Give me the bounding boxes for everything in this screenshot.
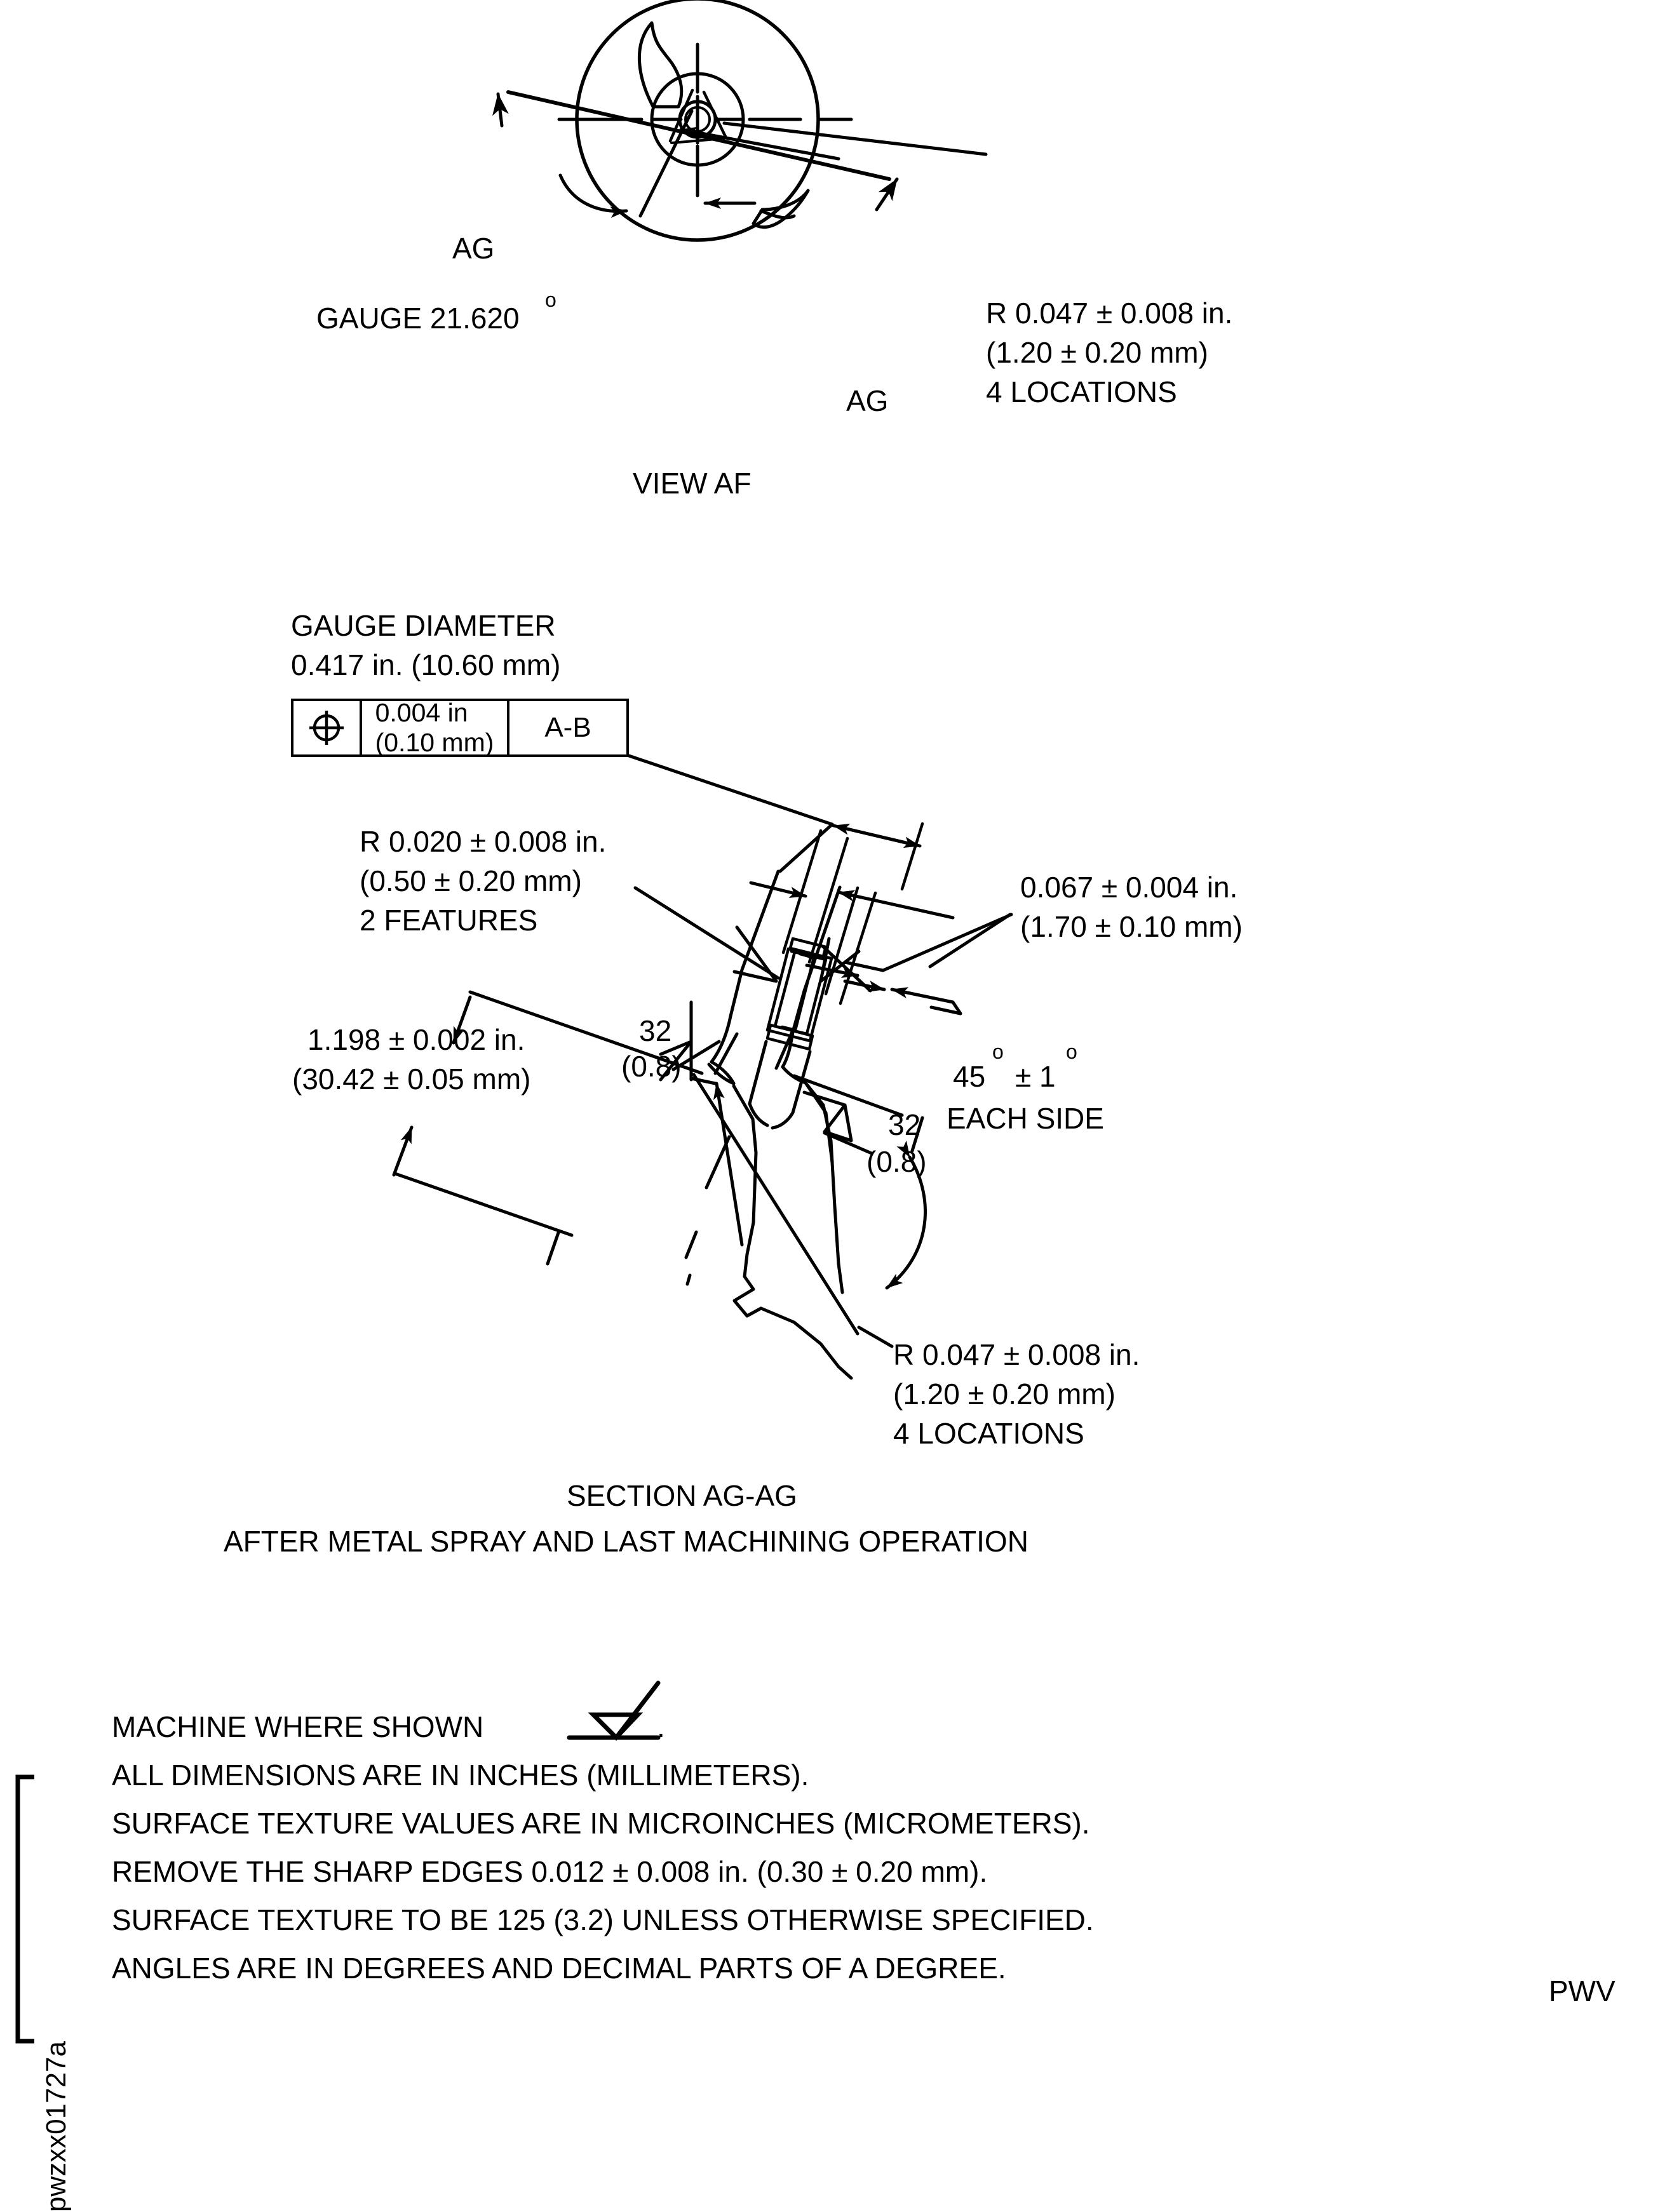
radius-047-line2: (1.20 ± 0.20 mm) [893, 1377, 1116, 1411]
section-hatch-ticks [686, 1137, 729, 1284]
radius-020-line2: (0.50 ± 0.20 mm) [360, 864, 582, 897]
gauge-angle-degree-symbol: o [545, 288, 556, 311]
section-body-outline [709, 871, 842, 1292]
length-dim-line2: (30.42 ± 0.05 mm) [292, 1062, 531, 1096]
radius-020-line1: R 0.020 ± 0.008 in. [360, 825, 607, 858]
surface-texture-1-line1: 32 [639, 1014, 672, 1047]
gauge-diameter-line2: 0.417 in. (10.60 mm) [291, 648, 561, 681]
fcf-tolerance-line1: 0.004 in [375, 697, 468, 727]
radius-047-leader [859, 1327, 892, 1346]
gauge-angle-label: GAUGE 21.620 [316, 302, 520, 335]
gauge-diameter-line1: GAUGE DIAMETER [291, 609, 556, 642]
note-line-1-prefix: MACHINE WHERE SHOWN [112, 1710, 484, 1743]
note-line-6: ANGLES ARE IN DEGREES AND DECIMAL PARTS OF A DEGREE. [112, 1952, 1006, 1985]
fcf-tolerance-line2: (0.10 mm) [375, 728, 494, 757]
note-line-3: SURFACE TEXTURE VALUES ARE IN MICROINCHES (MICROMETERS). [112, 1807, 1090, 1840]
dim-leader-width [883, 915, 1011, 970]
angle-dim-degree-1: o [992, 1040, 1004, 1063]
radius-020-leader [635, 888, 778, 981]
length-dim-line1: 1.198 ± 0.002 in. [307, 1023, 525, 1056]
view-af-title: VIEW AF [633, 467, 752, 500]
section-arrow-right [877, 179, 897, 210]
section-ag-title: SECTION AG-AG [567, 1479, 797, 1512]
datum-cell [509, 701, 626, 754]
dim-arrow-top-long [833, 824, 922, 889]
width-dim-line1: 0.067 ± 0.004 in. [1020, 871, 1238, 904]
position-symbol-cell [293, 701, 362, 754]
surface-texture-2-line2: (0.8) [866, 1145, 927, 1178]
width-dim-line2: (1.70 ± 0.10 mm) [1020, 910, 1243, 943]
sheet-id-bracket-icon [11, 1772, 41, 2045]
section-top-edges [780, 824, 832, 871]
angle-dim-tolerance: ± 1 [1015, 1060, 1056, 1093]
fcf-datum-label: A-B [544, 712, 591, 743]
section-arrow-label-left: AG [452, 232, 495, 265]
corner-code: PWV [1549, 1974, 1615, 2008]
view-af-radius-line3: 4 LOCATIONS [986, 375, 1177, 408]
surface-texture-note-symbol [563, 1674, 671, 1744]
section-break-bottom [734, 1277, 851, 1378]
tolerance-cell [362, 697, 509, 757]
radius-047-line1: R 0.047 ± 0.008 in. [893, 1338, 1140, 1371]
position-symbol-icon [306, 707, 347, 748]
angle-dim-value: 45 [953, 1060, 986, 1093]
view-af-radius-line1: R 0.047 ± 0.008 in. [986, 297, 1233, 330]
section-stem [750, 1042, 810, 1128]
note-line-2: ALL DIMENSIONS ARE IN INCHES (MILLIMETERS). [112, 1759, 809, 1792]
radius-047-line3: 4 LOCATIONS [893, 1417, 1084, 1450]
section-ag-subtitle: AFTER METAL SPRAY AND LAST MACHINING OPERATION [224, 1525, 1028, 1558]
fcf-leader [629, 756, 832, 824]
section-arrow-left [498, 94, 502, 126]
surface-texture-1-line2: (0.8) [621, 1050, 682, 1083]
note-line-1-suffix: . [657, 1710, 665, 1743]
section-machined-boss [767, 939, 832, 1049]
view-af-radius-line2: (1.20 ± 0.20 mm) [986, 336, 1208, 369]
corner-arrow-up [717, 1083, 742, 1245]
angle-dim-line2: EACH SIDE [947, 1102, 1104, 1135]
radius-020-line3: 2 FEATURES [360, 904, 538, 937]
dim-arrow-top-short [751, 883, 806, 896]
note-line-4: REMOVE THE SHARP EDGES 0.012 ± 0.008 in. (0.30 ± 0.20 mm). [112, 1855, 988, 1888]
sheet-id-text: pwzxx01727a [41, 2041, 72, 2212]
sheet-id-block [11, 1772, 72, 2212]
angle-dim-degree-2: o [1066, 1040, 1077, 1063]
surface-texture-2-line1: 32 [888, 1108, 921, 1141]
section-arrow-label-right: AG [846, 384, 889, 417]
feature-control-frame [291, 699, 629, 757]
note-line-5: SURFACE TEXTURE TO BE 125 (3.2) UNLESS OTHERWISE SPECIFIED. [112, 1903, 1094, 1936]
